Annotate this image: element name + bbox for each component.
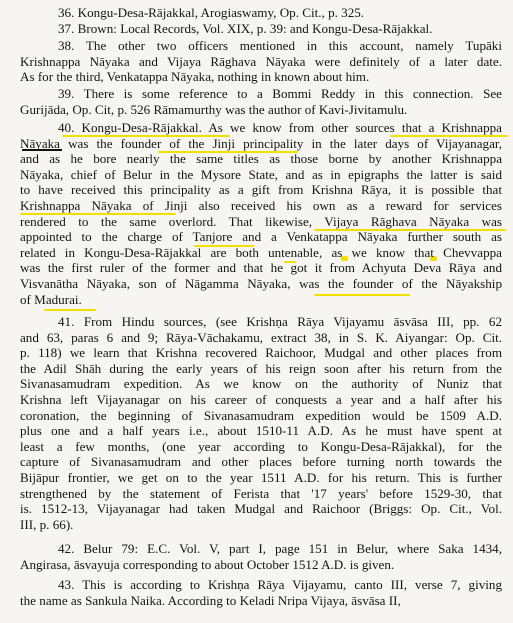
- footnote-line: of Madurai.: [20, 291, 82, 307]
- footnote-line: Nāyaka, chief of Belur in the Mysore State, and as in epigraphs the latter is said: [20, 166, 502, 182]
- footnote-line: to have received this principality as a gift from Krishna Rāya, it is possible that: [20, 182, 502, 198]
- footnote-line: and 63, paras 6 and 9; Rāya-Vāchakamu, extract 38, in S. K. Aiyangar: Op. Cit.: [20, 329, 502, 345]
- footnote-line: is. 1512-13, Vijayanagar had taken Mudgal and Raichoor (Briggs: Op. Cit., Vol.: [20, 501, 502, 517]
- footnote-36: [20, 5, 502, 21]
- footnote-line: least a few months, (one year according to Kongu-Desa-Rājakkal), for the: [20, 438, 502, 454]
- footnote-39: [20, 86, 502, 117]
- footnote-line: 38. The other two officers mentioned in this account, namely Tupāki: [58, 38, 502, 53]
- footnote-line: 43. This is according to Krishṇa Rāya Vijayamu, canto III, verse 7, giving: [58, 577, 502, 592]
- footnote-38: [20, 38, 502, 85]
- footnote-line: Sivanasamudram expedition. As we know on the authority of Nuniz that: [20, 376, 502, 392]
- footnote-line: related in Kongu-Desa-Rājakkal are both untenable, as we know that Chevvappa: [20, 244, 502, 260]
- footnote-line: As for the third, Venkatappa Nāyaka, nothing in known about him.: [20, 69, 370, 85]
- footnote-42: [20, 541, 502, 572]
- footnote-line: Bijāpur frontier, we get on to the year 1511 A.D. for his return. This is further: [20, 469, 502, 485]
- footnote-line: Krishnappa Nāyaka of Jinji also received his own as a reward for services: [20, 197, 502, 213]
- footnote-line: Nāyaka was the founder of the Jinji principality in the later days of Vijayanagar,: [20, 135, 502, 151]
- footnote-line: the name as Sankula Naika. According to Keladi Nripa Vijaya, āsvāsa II,: [20, 592, 401, 608]
- footnote-line: strengthened by the statement of Ferista that '17 years' before 1529-30, that: [20, 485, 502, 501]
- footnote-43: [20, 577, 502, 608]
- footnote-line: III, p. 66).: [20, 516, 74, 532]
- footnote-line: and as he bore nearly the same titles as those borne by another Krishnappa: [20, 151, 502, 167]
- footnote-line: the Adil Shāh during the early years of his reign soon after his return from the: [20, 360, 502, 376]
- footnote-line: appointed to the charge of Tanjore and a Venkatappa Nāyaka further south as: [20, 229, 502, 245]
- footnote-line: capture of Sivanasamudram and other places before turning north towards the: [20, 454, 502, 470]
- footnote-line: p. 118) we learn that Krishna recovered Raichoor, Mudgal and other places from: [20, 345, 502, 361]
- footnote-line: Krishna left Vijayanagar on his career of conquests a year and a half after his: [20, 391, 502, 407]
- footnote-line: was the first ruler of the former and that he got it from Achyuta Deva Rāya and: [20, 260, 502, 276]
- footnote-line: 40. Kongu-Desa-Rājakkal. As we know from other sources that a Krishnappa: [58, 120, 502, 135]
- footnote-line: 36. Kongu-Desa-Rājakkal, Arogiaswamy, Op. Cit., p. 325.: [58, 5, 365, 20]
- footnote-line: plus one and a half years i.e., about 1510-11 A.D. As he must have spent at: [20, 423, 502, 439]
- highlight-underline: [44, 309, 96, 311]
- footnote-line: 37. Brown: Local Records, Vol. XIX, p. 39: and Kongu-Desa-Rājakkal.: [58, 21, 433, 36]
- footnote-line: Krishnappa Nāyaka and Vijaya Rāghava Nāyaka were definitely of a later date.: [20, 53, 502, 69]
- footnote-40: [20, 120, 502, 307]
- footnote-line: Gurijāda, Op. Cit, p. 526 Rāmamurthy was the author of Kavi-Jivitamulu.: [20, 101, 408, 117]
- footnote-line: 41. From Hindu sources, (see Krishṇa Rāya Vijayamu āsvāsa III, pp. 62: [58, 314, 502, 329]
- footnote-line: 42. Belur 79: E.C. Vol. V, part I, page 151 in Belur, where Saka 1434,: [58, 541, 502, 556]
- footnote-line: Angirasa, āsvayuja corresponding to about October 1512 A.D. is given.: [20, 556, 395, 572]
- footnote-37: [20, 21, 502, 37]
- footnote-line: rendered to the same overlord. That likewise, Vijaya Rāghava Nāyaka was: [20, 213, 502, 229]
- footnote-line: coronation, the beginning of Sivanasamudram expedition would be 1509 A.D.: [20, 407, 502, 423]
- footnote-41: [20, 314, 502, 532]
- footnote-line: Visvanātha Nāyaka, son of Nāgamma Nāyaka, was the founder of the Nāyakship: [20, 275, 502, 291]
- footnote-line: 39. There is some reference to a Bommi Reddy in this connection. See: [58, 86, 502, 101]
